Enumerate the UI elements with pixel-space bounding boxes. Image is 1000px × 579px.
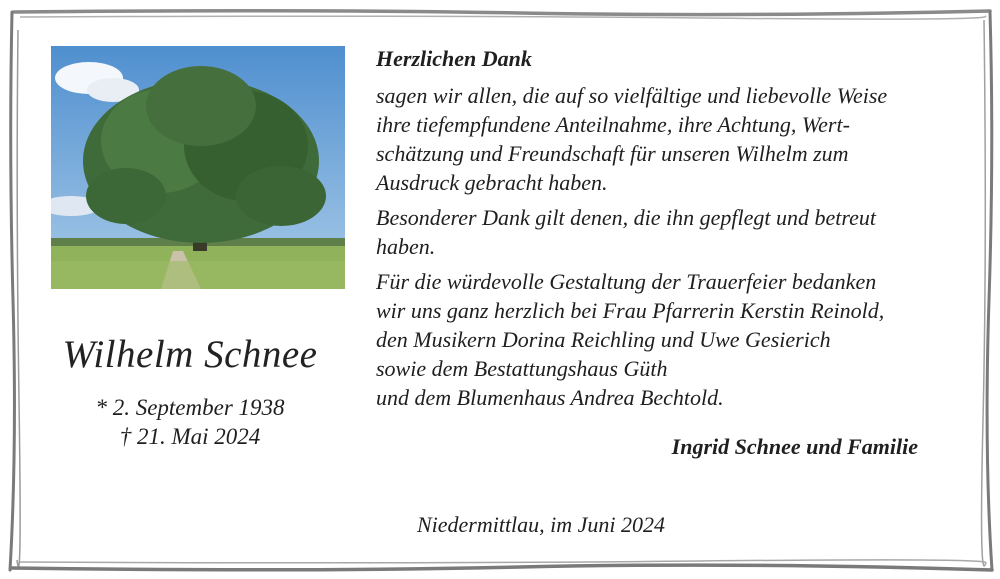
life-dates <box>40 393 340 451</box>
signature: Ingrid Schnee und Familie <box>671 434 918 459</box>
tree-photo <box>51 46 345 289</box>
message-paragraph-2: Besonderer Dank gilt denen, die ihn gepflegt und betreut haben. <box>376 205 876 259</box>
message-paragraph-1: sagen wir allen, die auf so vielfältige und liebevolle Weise ihre tiefempfundene Anteilnahme, ihre Achtung, Wert- schätzung und Freundschaft für unseren Wilhelm zum Ausdruck gebracht haben. <box>376 83 888 195</box>
thank-you-message <box>376 44 976 418</box>
place-and-date: Niedermittlau, im Juni 2024 <box>416 512 666 537</box>
birth-date: * 2. September 1938 <box>95 395 285 420</box>
message-paragraph-3: Für die würdevolle Gestaltung der Trauerfeier bedanken wir uns ganz herzlich bei Frau Pfarrerin Kerstin Reinold, den Musikern Dorina Reichling und Uwe Gesierich sowie dem Bestattungshaus Güth und dem Blumenhaus Andrea Bechtold. <box>376 269 885 410</box>
deceased-name: Wilhelm Schnee <box>62 333 318 376</box>
death-date: † 21. Mai 2024 <box>119 424 261 449</box>
message-heading: Herzlichen Dank <box>376 46 532 71</box>
